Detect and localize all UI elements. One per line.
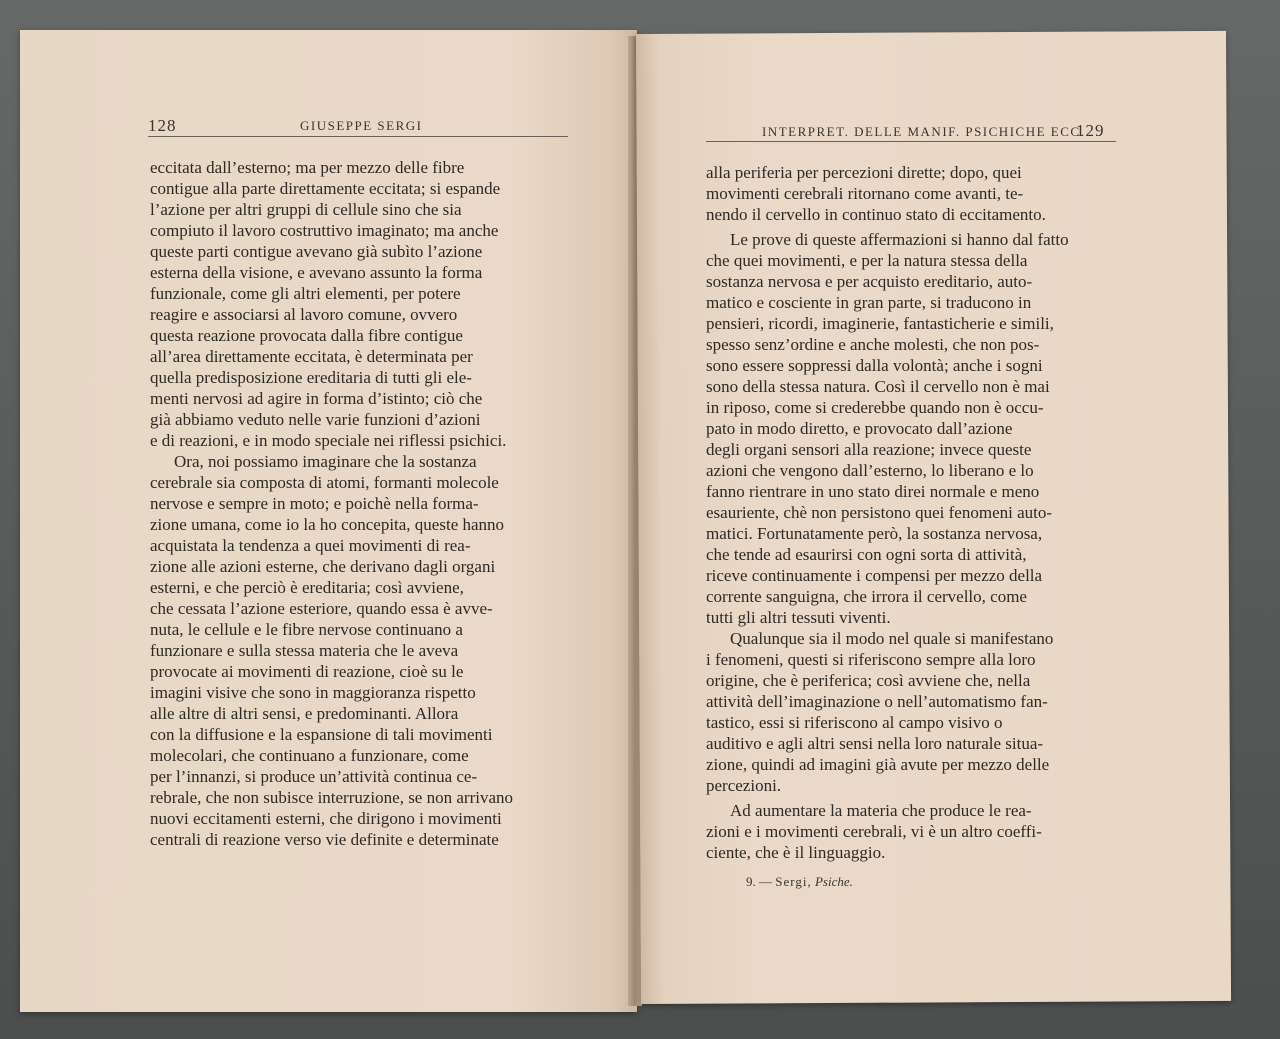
paragraph-start-line: Ora, noi possiamo imaginare che la sostanza (174, 452, 477, 471)
text-line: fanno rientrare in uno stato direi normale e meno (706, 482, 1040, 501)
text-line: tastico, essi si riferiscono al campo visivo o (706, 713, 1003, 732)
text-line: nendo il cervello in continuo stato di eccitamento. (706, 205, 1046, 224)
text-line: funzionare e sulla stessa materia che le aveva (150, 641, 459, 660)
text-line: sostanza nervosa e per acquisto ereditario, auto- (706, 272, 1033, 291)
signature-author: Sergi, (775, 874, 812, 889)
text-line: reagire e associarsi al lavoro comune, ovvero (150, 305, 458, 324)
text-line: zione umana, come io la ho concepita, queste hanno (150, 515, 505, 534)
text-line: imagini visive che sono in maggioranza rispetto (150, 683, 476, 702)
text-line: degli organi sensori alla reazione; invece queste (706, 440, 1032, 459)
text-line: zione, quindi ad imagini già avute per mezzo delle (706, 755, 1050, 774)
text-line: sono essere soppressi dalla volontà; anche i sogni (706, 356, 1043, 375)
right-page-number: 129 (1076, 121, 1105, 140)
text-line: provocate ai movimenti di reazione, cioè su le (150, 662, 464, 681)
paragraph-start-line: Le prove di queste affermazioni si hanno dal fatto (730, 230, 1069, 249)
text-line: che quei movimenti, e per la natura stessa della (706, 251, 1028, 270)
text-line: in riposo, come si crederebbe quando non è occu- (706, 398, 1044, 417)
text-line: alla periferia per percezioni dirette; dopo, quei (706, 163, 1022, 182)
text-line: esterna della visione, e avevano assunto la forma (150, 263, 483, 282)
text-line: i fenomeni, questi si riferiscono sempre alla loro (706, 650, 1036, 669)
text-line: contigue alla parte direttamente eccitata; si espande (150, 179, 501, 198)
text-line: auditivo e agli altri sensi nella loro naturale situa- (706, 734, 1044, 753)
text-line: zione alle azioni esterne, che derivano dagli organi (150, 557, 496, 576)
left-running-head: GIUSEPPE SERGI (300, 118, 423, 133)
paragraph-start-line: Ad aumentare la materia che produce le rea- (730, 801, 1032, 820)
text-line: matico e cosciente in gran parte, si traducono in (706, 293, 1032, 312)
left-page-number: 128 (148, 116, 177, 135)
text-line: centrali di reazione verso vie definite e determinate (150, 830, 499, 849)
text-line: attività dell’imaginazione o nell’automatismo fan- (706, 692, 1048, 711)
left-header-rule (148, 136, 568, 137)
text-line: l’azione per altri gruppi di cellule sino che sia (150, 200, 462, 219)
text-line: questa reazione provocata dalla fibre contigue (150, 326, 463, 345)
text-line: zioni e i movimenti cerebrali, vi è un altro coeffi- (706, 822, 1042, 841)
text-line: sono della stessa natura. Così il cervello non è mai (706, 377, 1050, 396)
paragraph-start-line: Qualunque sia il modo nel quale si manifestano (730, 629, 1054, 648)
text-line: che cessata l’azione esteriore, quando essa è avve- (150, 599, 493, 618)
text-line: quella predisposizione ereditaria di tutti gli ele- (150, 368, 472, 387)
text-line: funzionale, come gli altri elementi, per potere (150, 284, 461, 303)
text-line: con la diffusione e la espansione di tali movimenti (150, 725, 493, 744)
text-line: acquistata la tendenza a quei movimenti di rea- (150, 536, 471, 555)
text-line: già abbiamo veduto nelle varie funzioni d’azioni (150, 410, 481, 429)
text-line: nuovi eccitamenti esterni, che dirigono i movimenti (150, 809, 502, 828)
signature-title: Psiche. (814, 874, 853, 889)
text-line: origine, che è periferica; così avviene che, nella (706, 671, 1031, 690)
text-line: eccitata dall’esterno; ma per mezzo delle fibre (150, 158, 465, 177)
text-line: che tende ad esaurirsi con ogni sorta di attività, (706, 545, 1027, 564)
text-line: per l’innanzi, si produce un’attività continua ce- (150, 767, 478, 786)
text-line: azioni che vengono dall’esterno, lo liberano e lo (706, 461, 1034, 480)
text-line: nuta, le cellule e le fibre nervose continuano a (150, 620, 463, 639)
text-line: movimenti cerebrali ritornano come avanti, te- (706, 184, 1024, 203)
text-line: tutti gli altri tessuti viventi. (706, 608, 891, 627)
text-line: compiuto il lavoro costruttivo imaginato; ma anche (150, 221, 499, 240)
text-line: pato in modo diretto, e provocato dall’azione (706, 419, 1013, 438)
text-line: esterni, e che perciò è ereditaria; così avviene, (150, 578, 464, 597)
text-line: percezioni. (706, 776, 782, 795)
text-line: nervose e sempre in moto; e poichè nella forma- (150, 494, 479, 513)
text-line: corrente sanguigna, che irrora il cervello, come (706, 587, 1027, 606)
text-line: ciente, che è il linguaggio. (706, 843, 886, 862)
text-line: matici. Fortunatamente però, la sostanza nervosa, (706, 524, 1043, 543)
text-line: queste parti contigue avevano già subìto l’azione (150, 242, 483, 261)
text-line: spesso senz’ordine e anche molesti, che non pos- (706, 335, 1040, 354)
text-line: esauriente, chè non persistono quei fenomeni auto- (706, 503, 1053, 522)
text-line: cerebrale sia composta di atomi, formanti molecole (150, 473, 499, 492)
text-line: pensieri, ricordi, imaginerie, fantasticherie e simili, (706, 314, 1054, 333)
text-line: e di reazioni, e in modo speciale nei riflessi psichici. (150, 431, 507, 450)
signature-mark (746, 874, 853, 890)
text-line: alle altre di altri sensi, e predominanti. Allora (150, 704, 459, 723)
text-line: molecolari, che continuano a funzionare, come (150, 746, 469, 765)
right-running-head: INTERPRET. DELLE MANIF. PSICHICHE ECC. (762, 124, 1086, 139)
signature-number: 9. — (746, 874, 772, 889)
right-header-rule (706, 141, 1116, 142)
text-line: menti nervosi ad agire in forma d’istinto; ciò che (150, 389, 483, 408)
text-line: all’area direttamente eccitata, è determinata per (150, 347, 473, 366)
text-line: riceve continuamente i compensi per mezzo della (706, 566, 1043, 585)
text-line: rebrale, che non subisce interruzione, se non arrivano (150, 788, 513, 807)
